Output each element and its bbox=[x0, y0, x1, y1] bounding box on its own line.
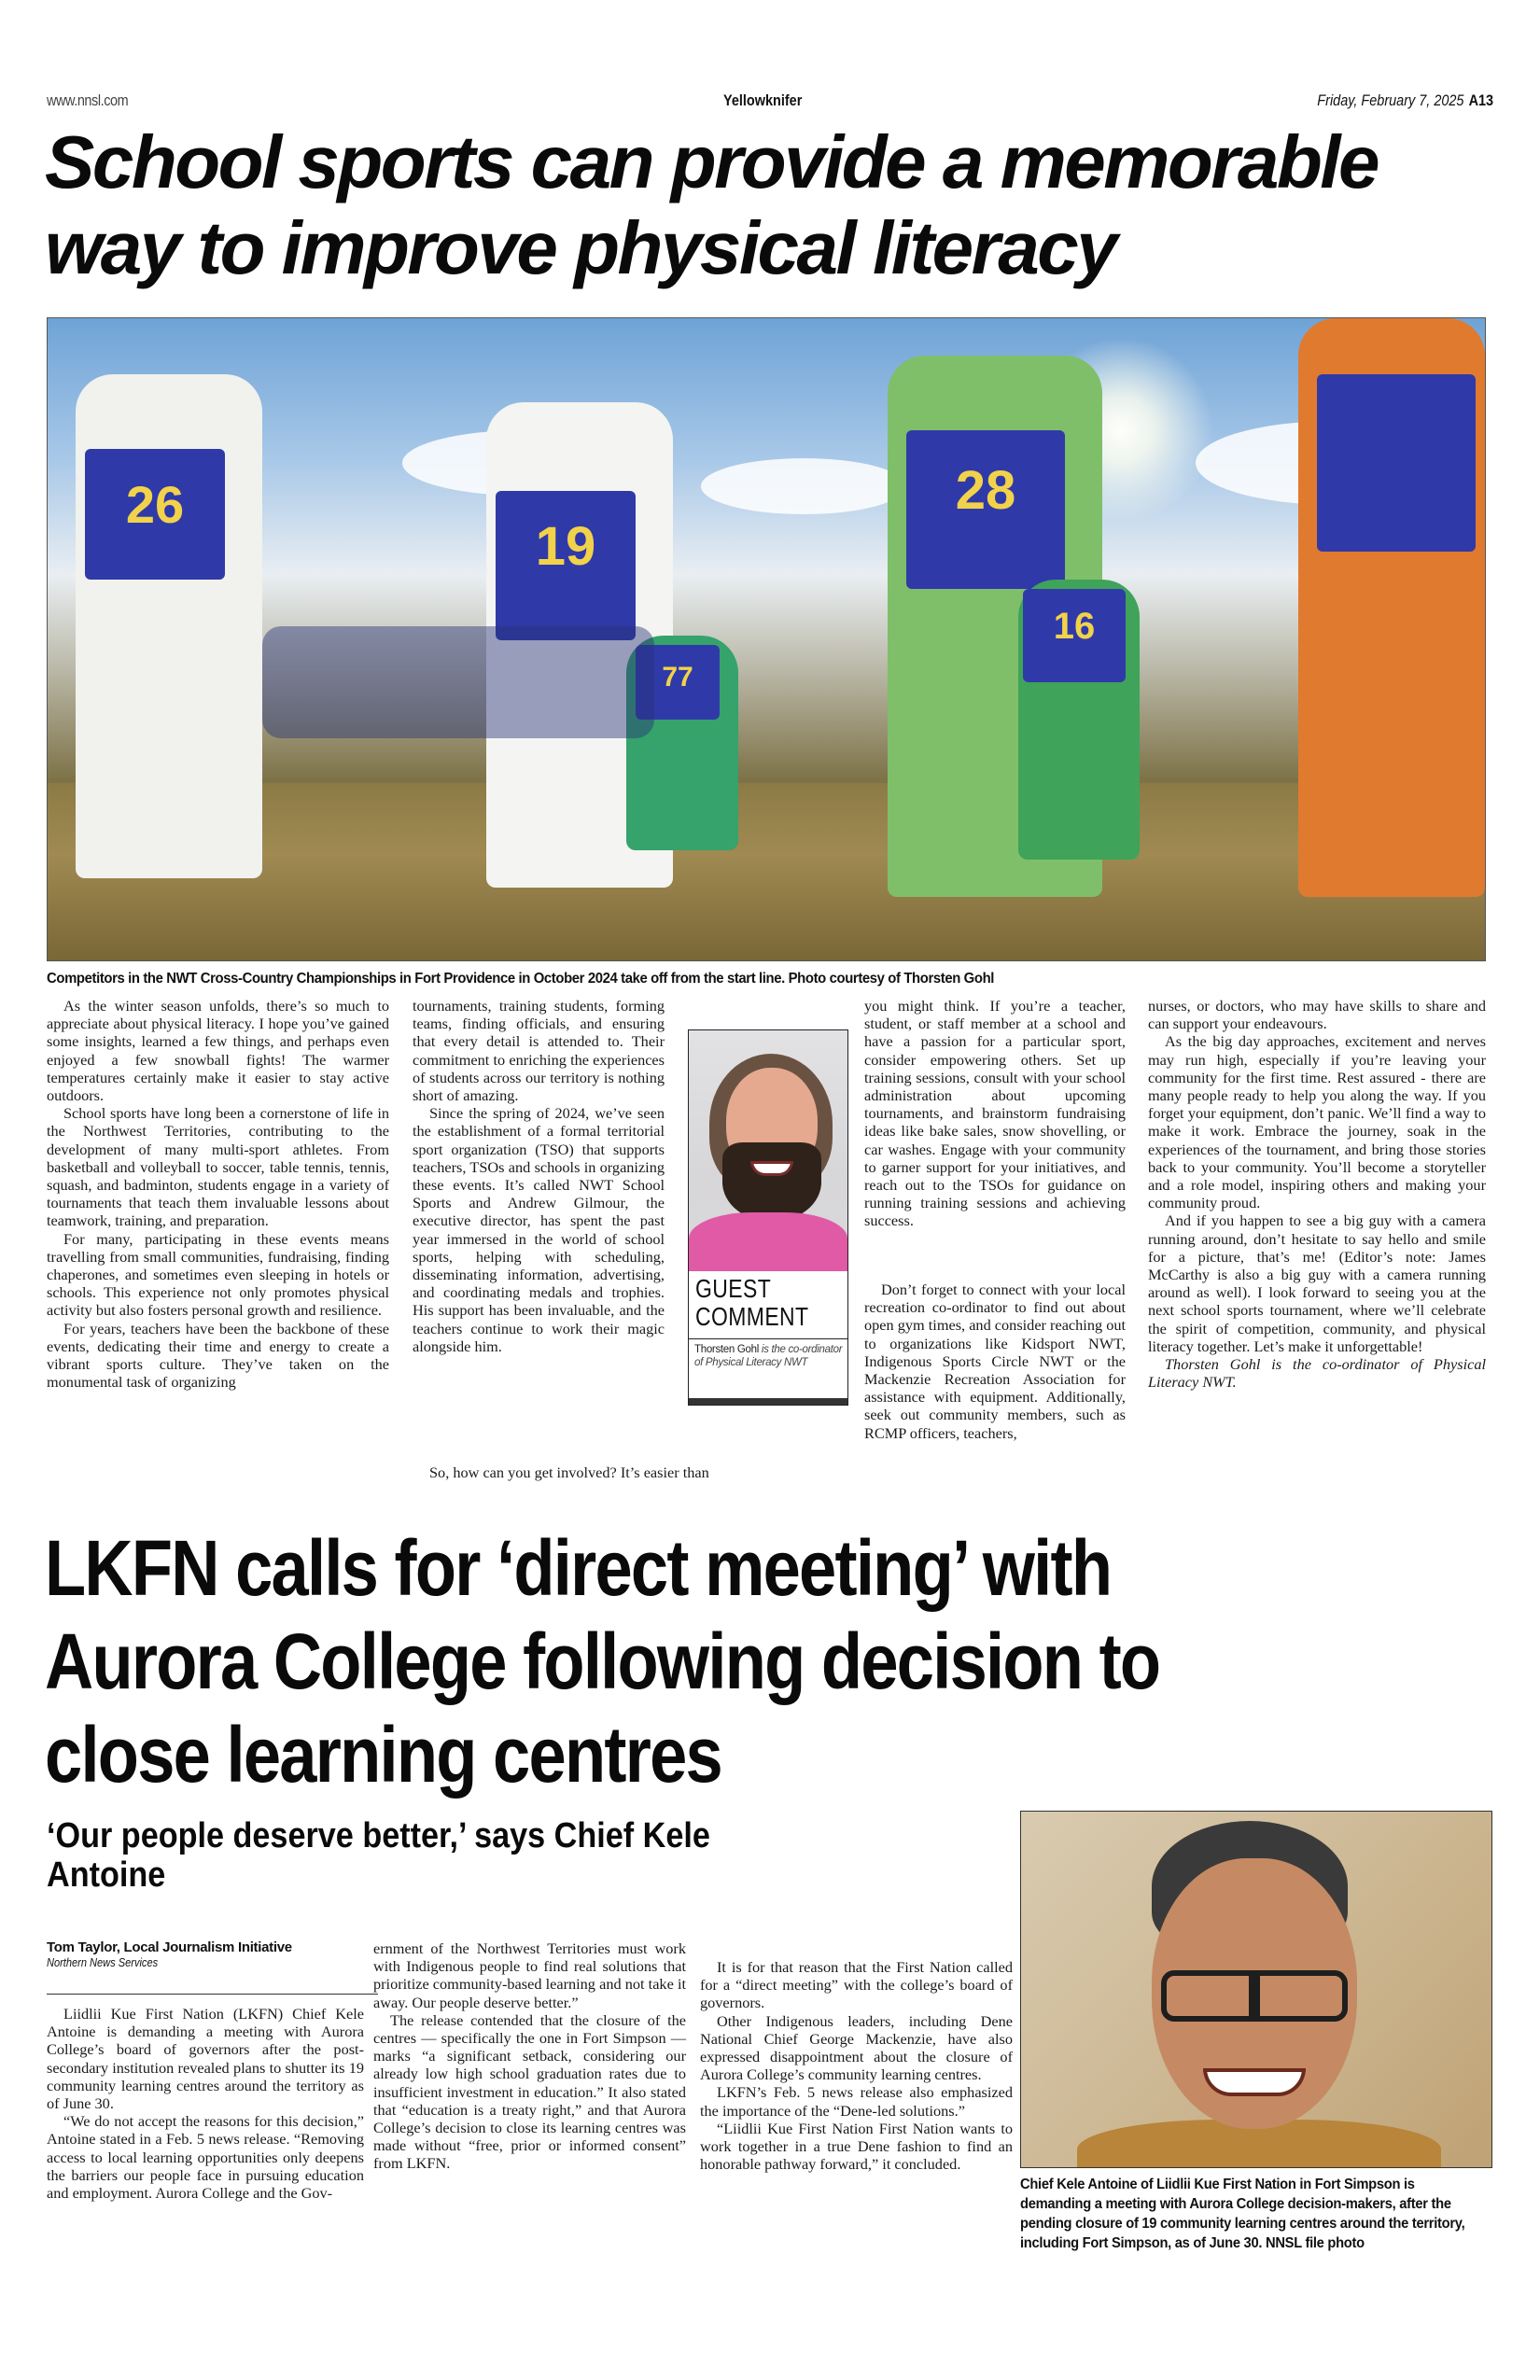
paragraph: nurses, or doctors, who may have skills to share and can support your endeavours. bbox=[1148, 997, 1486, 1033]
paragraph: Since the spring of 2024, we’ve seen the establishment of a formal territorial sport organization (TSO) that supports teachers, TSOs and schools in organizing these events. It’s called NWT School Sports and Andrew Gilmour, the executive director, has spent the past year immersed in the world of school sports, helping with scheduling, disseminating information, advertising, and coordinating medals and trophies. His support has been invaluable, and the teachers continue to work their magic alongside him. bbox=[413, 1104, 665, 1355]
byline-author: Tom Taylor, Local Journalism Initiative bbox=[47, 1939, 292, 1955]
bib-28: 28 bbox=[906, 430, 1065, 589]
paragraph: “Liidlii Kue First Nation First Nation wants to work together in a true Dene fashion to find an honorable pathway forward,” it concluded. bbox=[700, 2119, 1013, 2174]
story1-column-4 bbox=[1148, 997, 1486, 1391]
byline-divider bbox=[47, 1994, 378, 1995]
grass-field bbox=[48, 783, 1485, 960]
author-name: Thorsten Gohl bbox=[694, 1344, 759, 1355]
chief-portrait-photo bbox=[1020, 1811, 1492, 2168]
paragraph: “We do not accept the reasons for this decision,” Antoine stated in a Feb. 5 news release. “Removing access to local learning opportunities only deepens the barriers our people face in pursuing education and employment. Aurora College and the Gov- bbox=[47, 2112, 364, 2203]
paragraph: So, how can you get involved? It’s easier than bbox=[429, 1463, 709, 1481]
story1-headline: School sports can provide a memorable way to improve physical literacy bbox=[45, 120, 1378, 289]
story1-photo-caption: Competitors in the NWT Cross-Country Championships in Fort Providence in October 2024 take off from the start line. Photo courtesy of Thorsten Gohl bbox=[47, 971, 995, 987]
bib-unnumbered bbox=[1317, 374, 1476, 552]
bib-77: 77 bbox=[636, 645, 720, 720]
paragraph: For many, participating in these events means travelling from small communities, fundraising, finding chaperones, and sometimes even sleeping in hotels or schools. This experience not only promotes physical activity but also fosters personal growth and resilience. bbox=[47, 1229, 389, 1320]
paragraph: ernment of the Northwest Territories must work with Indigenous people to find real solutions that prioritize community-based learning and not take it away. Our people deserve better.” bbox=[373, 1939, 686, 2011]
story2-headline: LKFN calls for ‘direct meeting’ with Aurora College following decision to close learning centres bbox=[45, 1524, 1160, 1799]
paragraph: It is for that reason that the First Nation called for a “direct meeting” with the college’s board of governors. bbox=[700, 1958, 1013, 2012]
paragraph: The release contended that the closure of the centres — specifically the one in Fort Simpson — marks “a significant setback, considering our already low high school graduation rates due to insufficient investment in education.” It also stated that “education is a treaty right,” and that Aurora College’s decision to close its learning centres was made without “free, prior or informed consent” from LKFN. bbox=[373, 2010, 686, 2173]
story2-column-2 bbox=[373, 1939, 686, 2173]
paragraph: School sports have long been a cornerstone of life in the Northwest Territories, contributing to the development of many multi-sport athletes. From basketball and volleyball to soccer, table tennis, tennis, squash, and badminton, students engage in a variety of tournaments that teach them invaluable lessons about teamwork, training, and preparation. bbox=[47, 1104, 389, 1230]
author-signoff: Thorsten Gohl is the co-ordinator of Physical Literacy NWT. bbox=[1148, 1355, 1486, 1392]
paragraph: tournaments, training students, forming teams, finding officials, and ensuring that every detail is attended to. Their commitment to enriching the experiences of students across our territory is nothing short of amazing. bbox=[413, 997, 665, 1105]
cross-country-photo bbox=[47, 317, 1486, 961]
eyeglasses bbox=[1161, 1970, 1348, 2022]
paragraph: Don’t forget to connect with your local recreation co-ordinator to find out about open gym times, and consider reaching out to organizations like Kidsport NWT, Indigenous Sports Circle NWT or the Mackenzie Recreation Association for assistance with equipment. Additionally, seek out community members, such as RCMP officers, teachers, bbox=[864, 1281, 1126, 1442]
paragraph: For years, teachers have been the backbone of these events, dedicating their time and energy to create a vibrant sports culture. They’ve taken on the monumental task of organizing bbox=[47, 1319, 389, 1392]
story1-column-3 bbox=[864, 997, 1126, 1230]
page-folio bbox=[47, 91, 1493, 112]
story2-deck: ‘Our people deserve better,’ says Chief Kele Antoine bbox=[47, 1816, 710, 1895]
date-text: Friday, February 7, 2025 bbox=[1317, 91, 1464, 109]
paragraph: As the winter season unfolds, there’s so much to appreciate about physical literacy. I hope you’ve gained some insights, learned a few things, and perhaps even enjoyed a few snowball fights! The warmer temperatures certainly make it easier to stay active outdoors. bbox=[47, 997, 389, 1105]
website-url[interactable]: www.nnsl.com bbox=[47, 91, 129, 109]
paragraph: Liidlii Kue First Nation (LKFN) Chief Kele Antoine is demanding a meeting with Aurora College’s board of governors after the post-secondary institution revealed plans to shutter its 19 community learning centres around the territory as of June 30. bbox=[47, 2005, 364, 2113]
story1-column-3-tail bbox=[777, 1281, 1126, 1442]
paragraph: LKFN’s Feb. 5 news release also emphasized the importance of the “Dene-led solutions.” bbox=[700, 2083, 1013, 2120]
guest-comment-label: GUEST COMMENT bbox=[695, 1274, 809, 1331]
story2-photo-caption: Chief Kele Antoine of Liidlii Kue First Nation in Fort Simpson is demanding a meeting with Aurora College decision-makers, after the pending closure of 19 community learning centres around the territory, including Fort Simpson, as of June 30. NNSL file photo bbox=[1020, 2177, 1465, 2251]
byline bbox=[47, 1939, 364, 1969]
author-headshot bbox=[689, 1030, 847, 1271]
author-bio-text: is the co-ordinator of Physical Literacy NWT bbox=[694, 1344, 843, 1368]
bib-16: 16 bbox=[1023, 589, 1126, 682]
story1-column-2 bbox=[413, 997, 665, 1355]
paragraph: As the big day approaches, excitement and nerves may run high, especially if you’re leaving your community for the first time. Rest assured - there are many people ready to help you along the way. If you forget your equipment, don’t panic. We’ll find a way to make it work. Embrace the journey, soak in the experiences of the tournament, and bring those stories back to your community. You’ll become a storyteller and a role model, inspiring others and making your community proud. bbox=[1148, 1032, 1486, 1212]
paragraph: And if you happen to see a big guy with a camera running around, don’t hesitate to say hello and smile for a picture, that’s me! (Editor’s note: James McCarthy is also a big guy with a camera running around as well). I look forward to seeing you at the next school sports tournament, where we’ll celebrate the spirit of competition, community, and physical literacy together. Let’s make it unforgettable! bbox=[1148, 1211, 1486, 1355]
byline-organization: Northern News Services bbox=[47, 1955, 159, 1969]
story1-column-2-tail bbox=[413, 1463, 753, 1481]
story2-column-3 bbox=[700, 1958, 1013, 2173]
paragraph: Other Indigenous leaders, including Dene National Chief George Mackenzie, have also expressed disappointment about the closure of Aurora College’s community learning centres. bbox=[700, 2011, 1013, 2084]
issue-date bbox=[1317, 91, 1493, 110]
story2-column-1 bbox=[47, 2005, 364, 2202]
paragraph: you might think. If you’re a teacher, student, or staff member at a school and have a passion for a particular sport, consider empowering others. Set up training sessions, consult with your school administration about upcoming tournaments, and brainstorm fundraising ideas like bake sales, snow shovelling, or car washes. Engage with your community to garner support for your initiatives, and reach out to the TSOs for guidance on running training sessions and achieving success. bbox=[864, 997, 1126, 1230]
bib-26: 26 bbox=[85, 449, 225, 580]
story1-column-1 bbox=[47, 997, 389, 1391]
page-number: A13 bbox=[1468, 91, 1493, 109]
section-name: Yellowknifer bbox=[723, 91, 803, 109]
bib-19: 19 bbox=[496, 491, 636, 640]
